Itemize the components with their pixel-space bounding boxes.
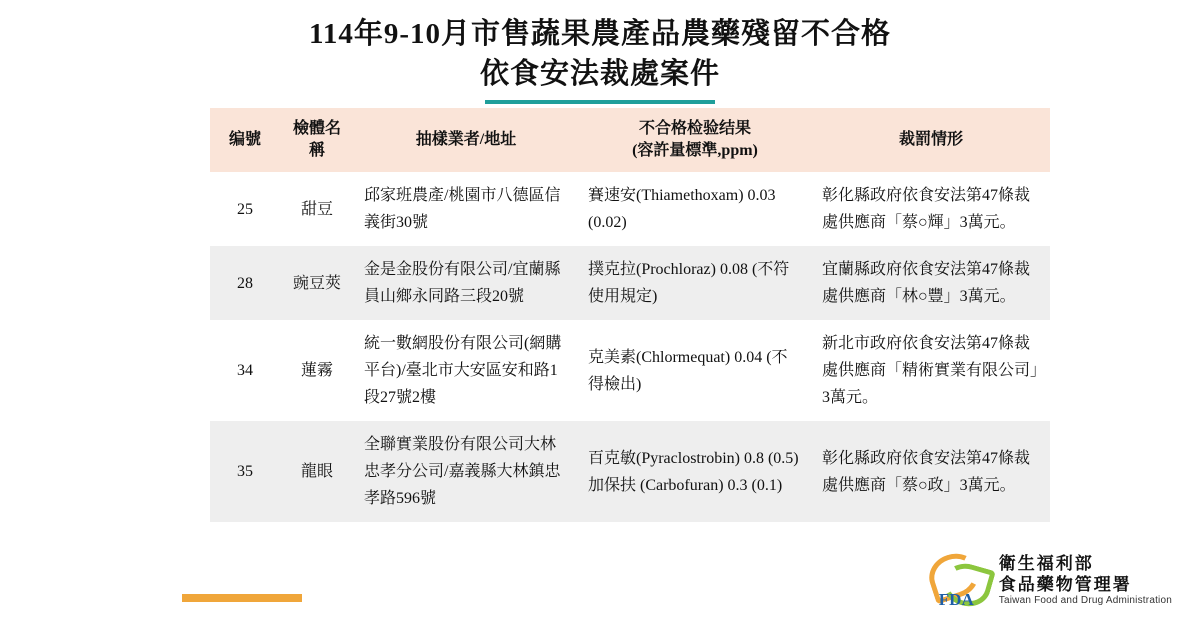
- agency-name-block: [999, 553, 1172, 608]
- cell-sample-name: 龍眼: [280, 421, 354, 522]
- cell-business-address: 統一數網股份有限公司(網購平台)/臺北市大安區安和路1段27號2樓: [354, 320, 578, 421]
- column-header-business-address: 抽樣業者/地址: [354, 108, 578, 172]
- cell-sample-name: 蓮霧: [280, 320, 354, 421]
- table-row: [210, 172, 1050, 246]
- cell-sample-name: 豌豆莢: [280, 246, 354, 320]
- table-header: [210, 108, 1050, 172]
- column-header-penalty: 裁罰情形: [812, 108, 1050, 172]
- cell-result: 賽速安(Thiamethoxam) 0.03 (0.02): [578, 172, 812, 246]
- agency-name-english: Taiwan Food and Drug Administration: [998, 595, 1172, 606]
- column-header-no: 编號: [210, 108, 280, 172]
- cell-business-address: 金是金股份有限公司/宜蘭縣員山鄉永同路三段20號: [354, 246, 578, 320]
- cell-business-address: 邱家班農產/桃園市八德區信義街30號: [354, 172, 578, 246]
- footer-accent-bar: [182, 594, 302, 602]
- cell-penalty: 彰化縣政府依食安法第47條裁處供應商「蔡○輝」3萬元。: [812, 172, 1050, 246]
- cell-no: 35: [210, 421, 280, 522]
- cell-business-address: 全聯實業股份有限公司大林忠孝分公司/嘉義縣大林鎮忠孝路596號: [354, 421, 578, 522]
- fda-logo-icon: [927, 552, 989, 608]
- page-title-line-2: 依食安法裁處案件: [479, 58, 720, 90]
- agency-name-line-1: 衛生福利部: [998, 553, 1094, 573]
- cell-result: 克美素(Chlormequat) 0.04 (不得檢出): [578, 320, 812, 421]
- agency-logo: [927, 552, 1172, 608]
- violations-table-container: [210, 108, 1039, 522]
- table-row: [210, 421, 1050, 522]
- column-header-result-main: 不合格检验结果: [638, 120, 751, 137]
- table-body: [210, 172, 1050, 522]
- table-header-row: [210, 108, 1050, 172]
- cell-result: 撲克拉(Prochloraz) 0.08 (不符使用規定): [578, 246, 812, 320]
- title-underline-divider: [485, 100, 715, 104]
- cell-sample-name: 甜豆: [280, 172, 354, 246]
- cell-penalty: 彰化縣政府依食安法第47條裁處供應商「蔡○政」3萬元。: [812, 421, 1050, 522]
- agency-name-line-2: 食品藥物管理署: [998, 574, 1132, 594]
- table-row: [210, 246, 1050, 320]
- cell-no: 28: [210, 246, 280, 320]
- column-header-result-sub: (容許量標準,ppm): [632, 142, 758, 159]
- cell-penalty: 新北市政府依食安法第47條裁處供應商「精術實業有限公司」3萬元。: [812, 320, 1050, 421]
- cell-no: 25: [210, 172, 280, 246]
- table-row: [210, 320, 1050, 421]
- column-header-result: [578, 108, 812, 172]
- logo-abbreviation: FDA: [938, 590, 974, 609]
- cell-penalty: 宜蘭縣政府依食安法第47條裁處供應商「林○豐」3萬元。: [812, 246, 1050, 320]
- page-title-line-1: 114年9-10月市售蔬果農產品農藥殘留不合格: [308, 18, 892, 50]
- cell-no: 34: [210, 320, 280, 421]
- violations-table: [210, 108, 1050, 522]
- cell-result: 百克敏(Pyraclostrobin) 0.8 (0.5) 加保扶 (Carbofuran) 0.3 (0.1): [578, 421, 812, 522]
- column-header-sample-name: 檢體名稱: [280, 108, 354, 172]
- page-title: [0, 0, 1200, 104]
